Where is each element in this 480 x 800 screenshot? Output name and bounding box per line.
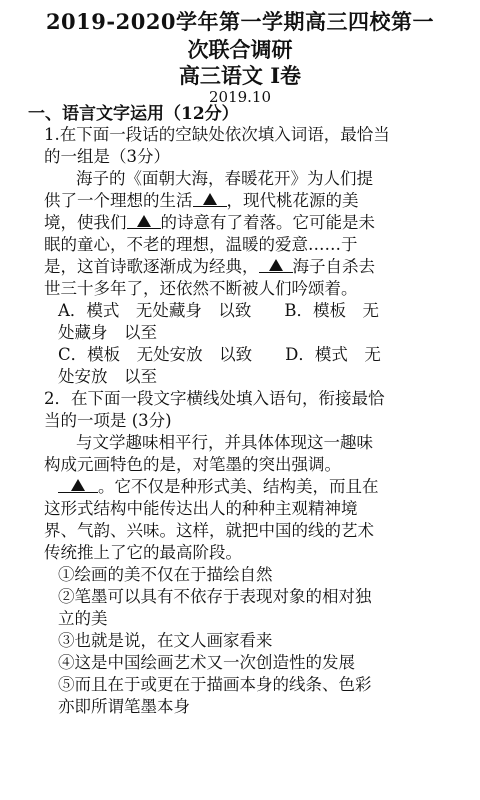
- q1-passage-text: 的诗意有了着落。它可能是未: [160, 213, 375, 232]
- q1-passage: [44, 257, 375, 277]
- exam-title-line-1: 2019-2020学年第一学期高三四校第一: [45, 9, 435, 34]
- q1-passage-text: 海子自杀去: [292, 257, 375, 276]
- triangle-marker-icon: [269, 259, 283, 271]
- q1-passage: [44, 191, 359, 211]
- q2-passage: 传统推上了它的最高阶段。: [44, 543, 242, 562]
- q1-passage-text: 是，这首诗歌逐渐成为经典，: [44, 257, 259, 276]
- fill-blank-2: [127, 214, 161, 229]
- q2-item: 亦即所谓笔墨本身: [58, 697, 190, 716]
- q1-options: 处安放 以至: [58, 367, 157, 386]
- section-heading: 一、语言文字运用（12分）: [28, 104, 239, 124]
- q2-passage-text: 。它不仅是种形式美、结构美，而且在: [98, 477, 379, 496]
- q2-item: 立的美: [58, 609, 108, 628]
- q1-passage-text: 供了一个理想的生活: [44, 191, 193, 210]
- q1-options: C．模板 无处安放 以致 D．模式 无: [58, 345, 381, 364]
- q1-stem: 1.在下面一段话的空缺处依次填入词语，最恰当: [44, 125, 390, 144]
- q2-stem: 当的一项是 (3分): [44, 411, 172, 430]
- q2-item: ③也就是说，在文人画家看来: [58, 631, 273, 650]
- triangle-marker-icon: [137, 215, 151, 227]
- q1-options: 处藏身 以至: [58, 323, 157, 342]
- q1-passage: 眠的童心，不老的理想，温暖的爱意……于: [44, 235, 358, 254]
- exam-title-line-2: 次联合调研: [187, 37, 293, 62]
- q2-passage: 与文学趣味相平行，并具体体现这一趣味: [76, 433, 373, 452]
- q2-passage: 这形式结构中能传达出人的种种主观精神境: [44, 499, 358, 518]
- q2-passage: [58, 477, 379, 497]
- q2-item: ⑤而且在于或更在于描画本身的线条、色彩: [58, 675, 372, 694]
- exam-date: 2019.10: [208, 88, 272, 106]
- q1-stem: 的一组是（3分）: [44, 147, 170, 166]
- q2-item: ④这是中国绘画艺术又一次创造性的发展: [58, 653, 355, 672]
- exam-subtitle: 高三语文 I卷: [178, 63, 302, 88]
- q2-passage: 构成元画特色的是，对笔墨的突出强调。: [44, 455, 341, 474]
- q1-passage-text: ，现代桃花源的美: [226, 191, 359, 210]
- q1-passage: 海子的《面朝大海，春暖花开》为人们提: [76, 169, 373, 188]
- q2-item: ②笔墨可以具有不依存于表现对象的相对独: [58, 587, 372, 606]
- triangle-marker-icon: [203, 193, 217, 205]
- q1-passage: 世三十多年了，还依然不断被人们吟颂着。: [44, 279, 358, 298]
- q1-options: A．模式 无处藏身 以致 B．模板 无: [58, 301, 380, 320]
- q1-passage-text: 境，使我们: [44, 213, 127, 232]
- fill-blank-3: [259, 258, 293, 273]
- triangle-marker-icon: [71, 479, 85, 491]
- q1-passage: [44, 213, 375, 233]
- fill-blank-1: [193, 192, 227, 207]
- q2-passage: 界、气韵、兴味。这样，就把中国的线的艺术: [44, 521, 374, 540]
- q2-item: ①绘画的美不仅在于描绘自然: [58, 565, 273, 584]
- q2-stem: 2．在下面一段文字横线处填入语句，衔接最恰: [44, 389, 385, 408]
- fill-blank-4: [58, 478, 98, 493]
